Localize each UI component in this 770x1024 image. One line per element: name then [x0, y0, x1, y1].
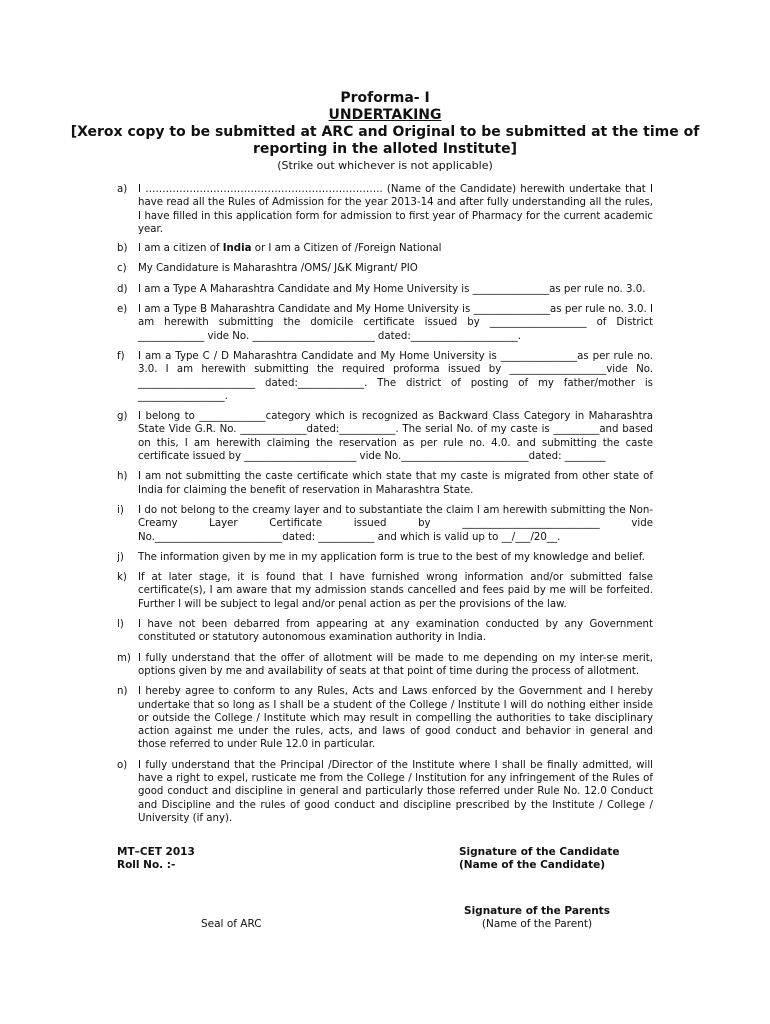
- clause-label: l): [117, 619, 124, 631]
- clause-label: k): [117, 572, 127, 584]
- candidate-name-label: (Name of the Candidate): [459, 859, 606, 871]
- clause-text: I have not been debarred from appearing at any examination conducted by any Government constituted or statutory autonomous examination authority in India.: [138, 619, 653, 644]
- clause-text: I ……………………………………………………………. (Name of the Candidate) herewith undertake that I have read all the Rules of Admission for the year 2013-14 and after fully understanding all the rules, I have filled in this application form for admission to first year of Pharmacy for the current academic year.: [138, 184, 653, 235]
- clause-l: [117, 618, 653, 645]
- clause-label: f): [117, 350, 125, 362]
- clause-label: a): [117, 184, 128, 195]
- clause-text: I fully understand that the offer of allotment will be made to me depending on my inter-se merit, options given by me and availability of seats at that point of time during the process of allotment.: [138, 652, 653, 677]
- strike-out-note: (Strike out whichever is not applicable): [277, 159, 493, 172]
- clause-h: [117, 470, 653, 497]
- undertaking-clauses: [117, 183, 653, 825]
- clause-j: [117, 551, 653, 564]
- clause-label: o): [117, 759, 128, 771]
- candidate-signature-label: Signature of the Candidate: [459, 846, 620, 858]
- clause-label: n): [117, 686, 128, 698]
- clause-n: [117, 685, 653, 751]
- clause-text: I belong to _____________category which is recognized as Backward Class Category in Maharashtra State Vide G.R. No. _____________dated:___________. The serial No. of my caste is _________and based on this, I am herewith claiming the reservation as per rule no. 4.0. and submitting the caste certificate issued by ______________________ vide No._________________________dated: ________: [138, 411, 653, 463]
- exam-name: MT–CET 2013: [117, 846, 195, 858]
- clause-g: [117, 410, 653, 463]
- clause-e: [117, 303, 653, 343]
- clause-text: [138, 242, 653, 255]
- clause-text: I am not submitting the caste certificate which state that my caste is migrated from other state of India for claiming the benefit of reservation in Maharashtra State.: [138, 471, 653, 496]
- country-india: India: [222, 243, 252, 255]
- clause-d: [117, 283, 653, 296]
- clause-f: [117, 350, 653, 403]
- proforma-title: Proforma- I: [340, 90, 430, 106]
- clause-text-post: or I am a Citizen of /Foreign National: [251, 243, 442, 255]
- clause-label: g): [117, 411, 128, 423]
- seal-of-arc-label: Seal of ARC: [201, 918, 262, 930]
- undertaking-heading: UNDERTAKING: [328, 107, 442, 123]
- parents-signature-label: Signature of the Parents: [464, 905, 610, 917]
- clause-text: I fully understand that the Principal /Director of the Institute where I shall be finally admitted, will have a right to expel, rusticate me from the College / Institution for any infringement of the Rules of good conduct and discipline in general and particularly those referred under Rule No. 12.0 Conduct and Discipline and the rules of good conduct and discipline prescribed by the Institute / College / University (if any).: [138, 759, 653, 824]
- clause-text: My Candidature is Maharashtra /OMS/ J&K Migrant/ PIO: [138, 263, 418, 275]
- clause-text: I am a Type C / D Maharashtra Candidate and My Home University is _______________as per rule no. 3.0. I am herewith submitting the required proforma issued by ___________________vide No. _______________________ dated:_____________. The district of posting of my father/mother is _________________.: [138, 350, 653, 402]
- clause-b: [117, 242, 653, 255]
- clause-label: h): [117, 471, 128, 483]
- clause-o: [117, 759, 653, 825]
- clause-text: I am a Type A Maharashtra Candidate and My Home University is _______________as per rule no. 3.0.: [138, 283, 646, 295]
- clause-label: e): [117, 304, 128, 316]
- subtitle-line-2: reporting in the alloted Institute]: [253, 141, 517, 157]
- clause-label: i): [117, 504, 124, 516]
- clause-label: c): [117, 263, 127, 275]
- parent-name-label: (Name of the Parent): [481, 918, 593, 930]
- clause-k: [117, 571, 653, 611]
- clause-text: I hereby agree to conform to any Rules, Acts and Laws enforced by the Government and I hereby undertake that so long as I shall be a student of the College / Institute I will do nothing either inside or outside the College / Institute which may result in compelling the authorities to take disciplinary action against me under the rules, acts, and laws of good conduct and behavior in general and those referred to under Rule 12.0 in particular.: [138, 686, 653, 751]
- clause-label: d): [117, 283, 128, 295]
- clause-text: If at later stage, it is found that I have furnished wrong information and/or submitted false certificate(s), I am aware that my admission stands cancelled and fees paid by me will be forfeited. Further I will be subject to legal and/or penal action as per the provisions of the law.: [138, 572, 653, 610]
- clause-text-pre: I am a citizen of: [138, 243, 223, 255]
- clause-label: m): [117, 652, 131, 664]
- clause-text: I am a Type B Maharashtra Candidate and My Home University is _______________as per rule no. 3.0. I am herewith submitting the domicile certificate issued by ___________________ of District _____________ vide No. ________________________ dated:_____________________.: [138, 304, 653, 342]
- clause-label: j): [117, 551, 124, 563]
- roll-number-label: Roll No. :-: [117, 859, 176, 871]
- clause-text: The information given by me in my application form is true to the best of my knowledge and belief.: [138, 551, 645, 563]
- clause-m: [117, 652, 653, 679]
- clause-i: [117, 504, 653, 544]
- clause-label: b): [117, 243, 128, 255]
- subtitle-line-1: [Xerox copy to be submitted at ARC and Original to be submitted at the time of: [70, 124, 700, 140]
- clause-text: I do not belong to the creamy layer and to substantiate the claim I am herewith submitting the Non-Creamy Layer Certificate issued by ___________________________ vide No._________________________dated: ___________ and which is valid up to __/___/20__.: [138, 504, 653, 543]
- clause-a: [117, 183, 653, 236]
- clause-c: [117, 262, 653, 275]
